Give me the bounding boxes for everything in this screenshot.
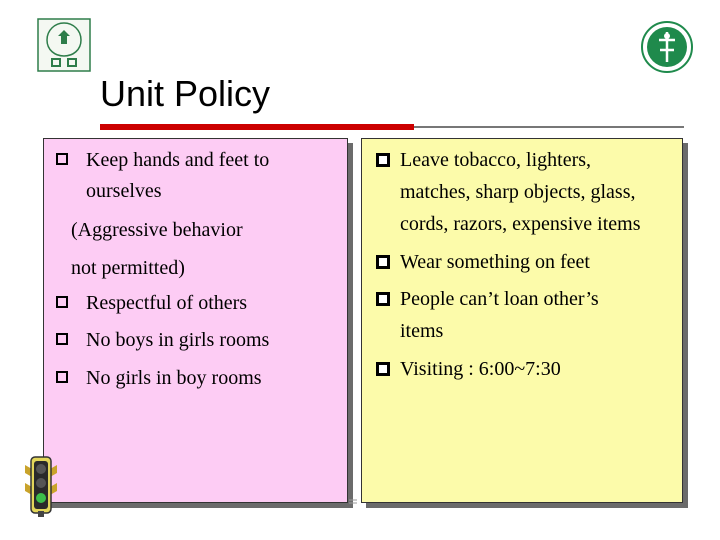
policy-item: Visiting : 6:00~7:30 bbox=[400, 358, 561, 380]
policy-item: Wear something on feet bbox=[400, 251, 590, 273]
title-underline bbox=[100, 124, 414, 130]
square-bullet-icon bbox=[56, 371, 68, 383]
policy-item: Leave tobacco, lighters, bbox=[400, 149, 592, 171]
policy-item: No girls in boy rooms bbox=[86, 367, 262, 389]
square-bullet-icon bbox=[56, 333, 68, 345]
traffic-light-icon bbox=[20, 455, 62, 517]
square-bullet-icon bbox=[376, 362, 390, 376]
page-title: Unit Policy bbox=[100, 73, 271, 114]
policy-item: Respectful of others bbox=[86, 292, 248, 314]
square-bullet-icon bbox=[376, 292, 390, 306]
policy-item: Keep hands and feet to bbox=[86, 149, 270, 171]
policy-item: No boys in girls rooms bbox=[86, 329, 270, 351]
title-rule bbox=[414, 126, 684, 128]
square-bullet-icon bbox=[56, 296, 68, 308]
square-bullet-icon bbox=[376, 153, 390, 167]
policy-item-continuation: ourselves bbox=[86, 180, 162, 202]
square-bullet-icon bbox=[376, 255, 390, 269]
policy-item-continuation: items bbox=[400, 320, 444, 342]
square-bullet-icon bbox=[56, 153, 68, 165]
policy-note-continuation: not permitted) bbox=[71, 257, 185, 279]
policy-item-continuation: cords, razors, expensive items bbox=[400, 213, 641, 235]
hospital-seal-icon bbox=[640, 20, 694, 74]
policy-item: People can’t loan other’s bbox=[400, 288, 599, 310]
policy-note: (Aggressive behavior bbox=[71, 219, 243, 241]
panel-connector bbox=[348, 494, 358, 504]
hospital-emblem-icon bbox=[37, 18, 91, 72]
policy-item-continuation: matches, sharp objects, glass, bbox=[400, 181, 636, 203]
